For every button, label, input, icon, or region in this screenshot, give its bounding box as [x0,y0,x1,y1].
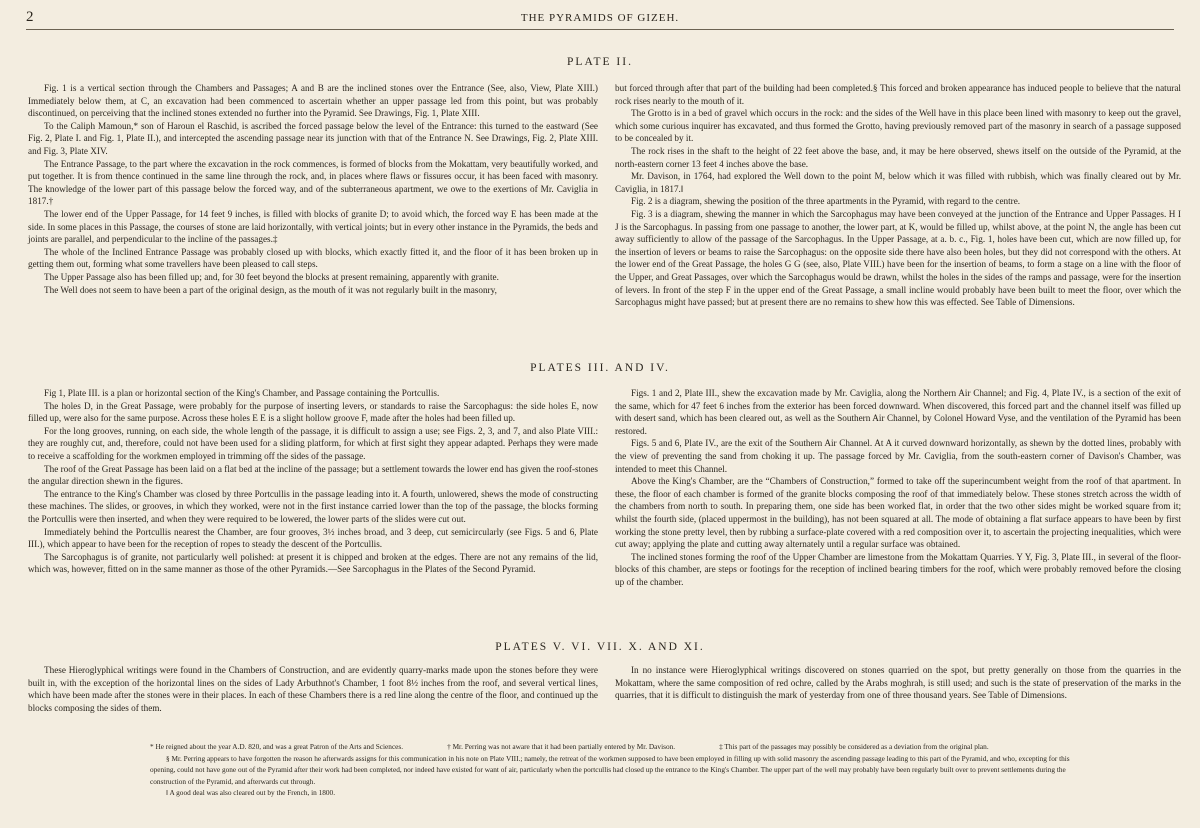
paragraph: In no instance were Hieroglyphical writings discovered on stones quarried on the spot, but pretty generally on those from the quarries in the Mokattam, where the same composition of red ochre, called by the Arabs moghrah, is still used; and such is the state of preservation of the marks in the quarries, that it is difficult to distinguish the mark of yesterday from one of three thousand years. See Table of Dimensions. [615,665,1181,701]
plate2-left-column [28,82,598,296]
section-heading-plate-2: PLATE II. [567,56,633,68]
paragraph: These Hieroglyphical writings were found in the Chambers of Construction, and are evidently quarry-marks made upon the stones before they were built in, with the exception of the horizontal lines on the sides of Lady Arbuthnot's Chamber, 1 foot 8½ inches from the roof, and several vertical lines, which have been made after the stones were in their places. In each of these Chambers there is a red line along the centre of the floor, and continued up the blocks composing the sides of them. [28,665,598,713]
paragraph: The Grotto is in a bed of gravel which occurs in the rock: and the sides of the Well have in this place been lined with masonry to keep out the gravel, which some curious inquirer has excavated, and thus formed the Grotto, having previously removed part of the masonry in search of a passage supposed to be concealed by it. [615,108,1181,144]
paragraph: Figs. 1 and 2, Plate III., shew the excavation made by Mr. Caviglia, along the Northern Air Channel; and Fig. 4, Plate IV., is a section of the exit of the same, which for 47 feet 6 inches from the exterior has been forced downward. When discovered, this forced part and the channel itself was filled up with desert sand, which has been cleared out, as well as the Southern Air Channel, by Colonel Howard Vyse, and the ventilation of the Pyramid has been restored. [615,388,1181,436]
plate2-right-column [615,82,1181,309]
paragraph: Immediately behind the Portcullis nearest the Chamber, are four grooves, 3½ inches broad, and 3 deep, cut semicircularly (see Figs. 5 and 6, Plate III.), which appear to have been for the reception of ropes to steady the descent of the Portcullis. [28,526,598,550]
page-number: 2 [26,9,34,25]
footnote: † Mr. Perring was not aware that it had been partially entered by Mr. Davison. [447,742,676,751]
paragraph: Fig. 3 is a diagram, shewing the manner in which the Sarcophagus may have been conveyed at the junction of the Entrance and Upper Passages. H I J is the Sarcophagus. In passing from one passage to another, the lower part, at K, would be filled up, whilst above, at the point N, the angle has been cut away sufficiently to allow of the passage of the Sarcophagus. In the Upper Passage, at a. b. c., Fig. 1, holes have been cut, which are now filled up, for the insertion of levers or beams to raise the Sarcophagus: on the opposite side there have also been holes, but they did not correspond with the others. At the lower end of the Great Passage, the holes G G (see, also, Plate VIII.) have been for the insertion of beams, to form a stage on a line with the floor of the Upper, and Great Passages, over which the Sarcophagus would be drawn, whilst the holes in the sides of the ramps and passage, were for the insertion of levers. In front of the step F in the upper end of the Great Passage, a small incline would probably have been built to meet the floor, over which the Sarcophagus might have passed; but at present there are no remains to shew how this was effected. See Table of Dimensions. [615,208,1181,308]
header-rule [26,29,1174,30]
paragraph: The holes D, in the Great Passage, were probably for the purpose of inserting levers, or standards to raise the Sarcophagus: the side holes E, now filled up, were also for the same purpose. Across these holes E E is a slight hollow groove F, made after the holes had been filled up. [28,400,598,424]
section-heading-plates-3-4: PLATES III. AND IV. [530,362,670,374]
running-head: THE PYRAMIDS OF GIZEH. [520,12,680,24]
paragraph: For the long grooves, running, on each side, the whole length of the passage, it is difficult to assign a use; see Figs. 2, 3, and 7, and also Plate VIII.: they are roughly cut, and, therefore, could not have been used for a sliding platform, for which at first sight they appear adapted. Perhaps they were made to receive a scaffolding for the workmen employed in trimming off the sides of the passage. [28,425,598,461]
paragraph: The entrance to the King's Chamber was closed by three Portcullis in the passage leading into it. A fourth, unlowered, shews the mode of constructing these machines. The slides, or grooves, in which they worked, were not in the first instance carried lower than the top of the passage, the blocks forming the Portcullis were then inserted, and when they were required to be lowered, the lower parts of the slides were cut out. [28,488,598,524]
plates3-4-left-column [28,387,598,576]
paragraph: The rock rises in the shaft to the height of 22 feet above the base, and, it may be here observed, shews itself on the outside of the Pyramid, at the north-eastern corner 13 feet 4 inches above the base. [615,145,1181,169]
paragraph: The inclined stones forming the roof of the Upper Chamber are limestone from the Mokattam Quarries. Y Y, Fig. 3, Plate III., in several of the floor-blocks of this chamber, are steps or footings for the reception of inclined bearing timbers for the roof, which were probably removed before the closing up of the chamber. [615,551,1181,587]
paragraph: Mr. Davison, in 1764, had explored the Well down to the point M, below which it was filled with rubbish, which was finally cleared out by Mr. Caviglia, in 1817.‖ [615,171,1181,194]
plates5-right-column [615,664,1181,702]
paragraph: The Upper Passage also has been filled up; and, for 30 feet beyond the blocks at present remaining, apparently with granite. [44,271,499,282]
paragraph: To the Caliph Mamoun,* son of Haroun el Raschid, is ascribed the forced passage below the level of the Entrance: this turned to the eastward (See Fig. 2, Plate I. and Fig. 1, Plate II.), and intercepted the ascending passage near its junction with that of the Entrance N. See Drawings, Fig. 2, Plate XIII. and Fig. 3, Plate XIV. [28,120,598,156]
footnote: * He reigned about the year A.D. 820, and was a great Patron of the Arts and Sciences. [150,742,404,751]
paragraph: Above the King's Chamber, are the “Chambers of Construction,” formed to take off the superincumbent weight from the roof of that apartment. In these, the floor of each chamber is formed of the granite blocks composing the roof of that immediately below. These stones stretch across the width of the chambers from north to south. In preparing them, one side has been worked flat, in order that the two other sides might be worked square from it; whilst the fourth side, (placed uppermost in the building), has not been squared at all. The mode of obtaining a flat surface appears to have been by first working the stone pretty level, then by rubbing a surface-plate covered with a red composition over it, to ascertain the projecting inequalities, which were cut away; applying the plate and cutting away alternately until a regular surface was obtained. [615,476,1181,550]
paragraph: Fig 1, Plate III. is a plan or horizontal section of the King's Chamber, and Passage containing the Portcullis. [44,388,440,398]
section-heading-plates-5-11: PLATES V. VI. VII. X. AND XI. [495,641,705,653]
footnote-row [150,741,1070,753]
paragraph: The Well does not seem to have been a part of the original design, as the mouth of it was not regularly built in the masonry, [44,284,497,295]
plates5-left-column [28,664,598,714]
paragraph: Fig. 1 is a vertical section through the Chambers and Passages; A and B are the inclined stones over the Entrance (See, also, View, Plate XIII.) Immediately below them, at C, an excavation had been commenced to ascertain whether an upper passage led from this point, but was probably discontinued, on perceiving that the inclined stones extended no further into the Pyramid. See Drawings, Fig. 1, Plate XIII. [28,83,598,119]
footnote: ‖ A good deal was also cleared out by the French, in 1800. [166,788,336,798]
footnotes [150,741,1070,799]
paragraph: The lower end of the Upper Passage, for 14 feet 9 inches, is filled with blocks of granite D; to avoid which, the forced way E has been made at the side. In some places in this Passage, the courses of stone are laid horizontally, with vertical joints; but in every other instance in the Pyramids, the beds and joints are parallel, and perpendicular to the incline of the passages.‡ [28,208,598,245]
footnote: ‡ This part of the passages may possibly be considered as a deviation from the original plan. [719,742,989,751]
paragraph: The Sarcophagus is of granite, not particularly well polished: at present it is chipped and broken at the edges. There are not any remains of the lid, which was, however, fitted on in the same manner as those of the other Pyramids.—See Sarcophagus in the Plates of the Second Pyramid. [28,551,598,575]
paragraph: The Entrance Passage, to the part where the excavation in the rock commences, is formed of blocks from the Mokattam, very beautifully worked, and put together. It is from thence continued in the same line through the rock, and, in places where flaws or fissures occur, it has been faced with masonry. The knowledge of the lower part of this passage below the forced way, and of the subterraneous apartment, we owe to the exertions of Mr. Caviglia in 1817.† [28,158,598,207]
paragraph: The roof of the Great Passage has been laid on a flat bed at the incline of the passage; but a settlement towards the lower end has given the roof-stones the angular direction shewn in the figures. [28,463,598,487]
footnote: § Mr. Perring appears to have forgotten the reason he afterwards assigns for this communication in his note on Plate VIII.; namely, the retreat of the workmen supposed to have been employed in filling up with solid masonry the ascending passage leading to this part of the Pyramid, and who, excepting for this opening, could not have gone out of the Pyramid after their work had been completed, nor indeed have existed for want of air, particularly when the portcullis had closed up the entrance to the King's Chamber. The upper part of the well may probably have been regularly built over to prevent settlements during the construction of the Pyramid, and afterwards cut through. [150,753,1070,786]
paragraph: Figs. 5 and 6, Plate IV., are the exit of the Southern Air Channel. At A it curved downward horizontally, as shewn by the dotted lines, probably with the view of preventing the sand from choking it up. The passage forced by Mr. Caviglia, from the south-eastern corner of Davison's Chamber, was intended to meet this Channel. [615,438,1181,474]
paragraph: Fig. 2 is a diagram, shewing the position of the three apartments in the Pyramid, with regard to the centre. [631,196,1021,207]
plates3-4-right-column [615,387,1181,589]
paragraph: but forced through after that part of the building had been completed.§ This forced and broken appearance has induced people to believe that the natural rock rises nearly to the mouth of it. [615,83,1181,106]
paragraph: The whole of the Inclined Entrance Passage was probably closed up with blocks, which exactly fitted it, and the floor of it has been broken up in getting them out, forming what some travellers have been pleased to call steps. [28,246,598,270]
